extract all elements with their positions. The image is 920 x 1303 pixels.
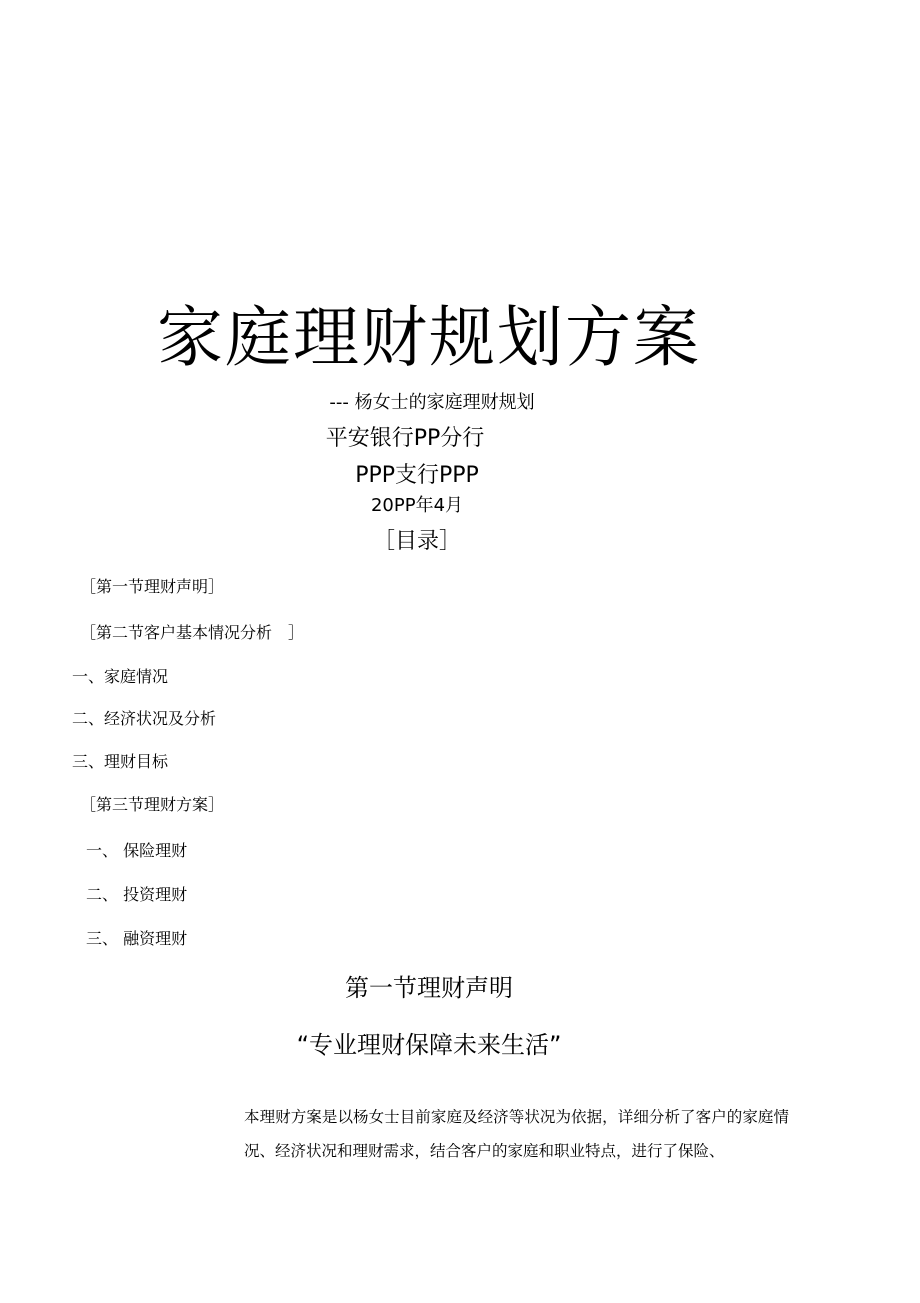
- toc-section-2-item-2: 二、经济状况及分析: [72, 709, 217, 728]
- toc-title: ［目录］: [372, 529, 461, 554]
- bank-name: 平安银行PP分行: [325, 426, 485, 451]
- section-1-paragraph: 本理财方案是以杨女士目前家庭及经济等状况为依据，详细分析了客户的家庭情况、经济状况和理财需求，结合客户的家庭和职业特点，进行了保险、: [244, 1108, 789, 1160]
- toc-section-2: ［第二节客户基本情况分析 ］: [80, 623, 305, 642]
- toc-section-2-item-1: 一、家庭情况: [72, 667, 169, 686]
- branch-name: PPP支行PPP: [355, 463, 479, 488]
- document-title: 家庭理财规划方案: [157, 299, 701, 376]
- document-subtitle: --- 杨女士的家庭理财规划: [329, 392, 535, 413]
- toc-section-3-item-3: 三、 融资理财: [86, 929, 188, 948]
- toc-section-3: ［第三节理财方案］: [80, 795, 225, 814]
- section-1-motto: “专业理财保障未来生活”: [296, 1031, 562, 1059]
- toc-section-3-item-1: 一、 保险理财: [86, 841, 188, 860]
- toc-section-2-item-3: 三、理财目标: [72, 752, 169, 771]
- section-1-heading: 第一节理财声明: [345, 974, 513, 1002]
- toc-section-3-item-2: 二、 投资理财: [86, 885, 188, 904]
- document-date: 20PP年4月: [370, 495, 464, 516]
- toc-section-1: ［第一节理财声明］: [80, 577, 225, 596]
